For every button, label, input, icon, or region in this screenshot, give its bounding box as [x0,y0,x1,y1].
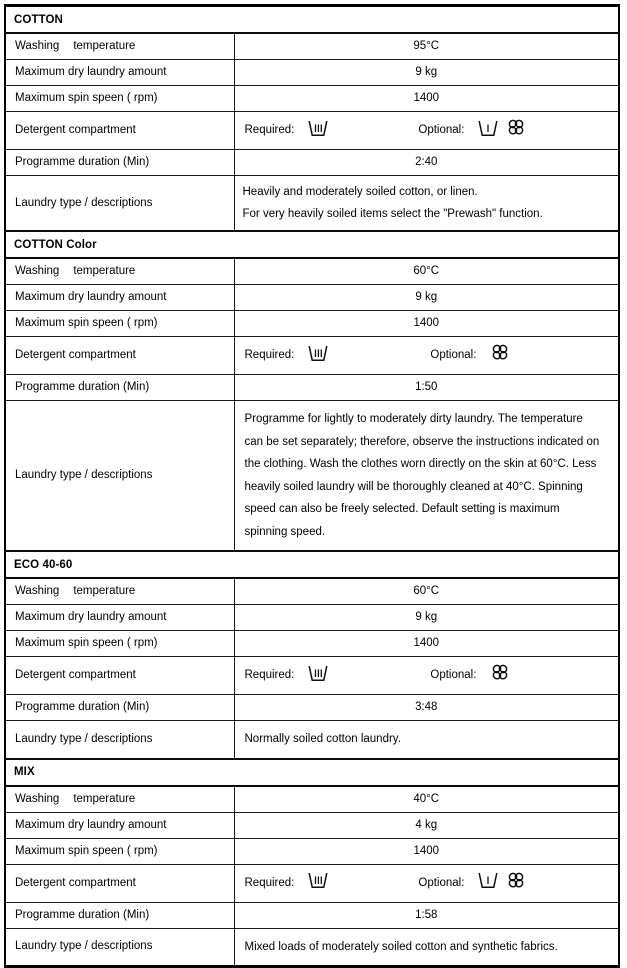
detergent-required-icons [306,344,330,368]
row-max-spin-speed-eco-40-60 [5,631,619,657]
row-laundry-type-cotton [5,176,619,232]
detergent-optional-label: Optional: [430,349,477,361]
label-max-dry-laundry: Maximum dry laundry amount [5,285,234,311]
description-paragraph: Mixed loads of moderately soiled cotton and synthetic fabrics. [244,940,558,953]
section-header-cell [5,6,619,34]
value-max-dry-laundry: 4 kg [234,812,619,838]
value-laundry-type [234,928,619,967]
section-header-cell [5,231,619,258]
fabric-softener-flower-icon [488,343,512,368]
detergent-compartment-II-icon [306,119,330,143]
label-washing-word: Washing [15,40,60,52]
label-max-spin-speed: Maximum spin speen ( rpm) [5,631,234,657]
detergent-icon-group [241,870,613,897]
label-washing-temperature [5,33,234,60]
value-max-dry-laundry: 9 kg [234,60,619,86]
row-programme-duration-cotton-color [5,375,619,401]
row-programme-duration-mix [5,902,619,928]
label-detergent-compartment: Detergent compartment [5,864,234,902]
detergent-icon-group [241,662,613,689]
section-title-mix: MIX [14,766,35,778]
label-max-dry-laundry: Maximum dry laundry amount [5,605,234,631]
section-header-row-cotton [5,6,619,34]
detergent-optional-icons [476,118,528,143]
row-max-dry-laundry-mix [5,812,619,838]
row-detergent-compartment-cotton-color [5,337,619,375]
detergent-compartment-I-icon [476,119,500,143]
detergent-compartment-II-icon [306,344,330,368]
label-programme-duration: Programme duration (Min) [5,695,234,721]
value-washing-temperature: 60°C [234,578,619,605]
fabric-softener-flower-icon [504,871,528,896]
description-line: For very heavily soiled items select the "Prewash" function. [242,208,543,220]
label-programme-duration: Programme duration (Min) [5,375,234,401]
value-detergent-compartment [234,864,619,902]
fabric-softener-flower-icon [504,118,528,143]
row-washing-temperature-cotton [5,33,619,60]
label-programme-duration: Programme duration (Min) [5,150,234,176]
value-programme-duration: 3:48 [234,695,619,721]
label-laundry-type: Laundry type / descriptions [5,176,234,232]
label-temperature-word: temperature [73,265,136,277]
value-washing-temperature: 40°C [234,786,619,813]
row-detergent-compartment-eco-40-60 [5,657,619,695]
row-max-spin-speed-cotton-color [5,311,619,337]
detergent-optional-icons [476,871,528,896]
value-detergent-compartment [234,337,619,375]
detergent-compartment-II-icon [306,664,330,688]
value-laundry-type [234,176,619,232]
detergent-required-label: Required: [244,876,295,889]
label-max-spin-speed: Maximum spin speen ( rpm) [5,838,234,864]
value-programme-duration: 1:50 [234,375,619,401]
detergent-compartment-II-icon [306,871,330,895]
value-washing-temperature: 60°C [234,258,619,285]
section-title-cotton-color: COTTON Color [14,238,97,251]
detergent-optional-label: Optional: [418,876,465,889]
detergent-optional-icons [488,343,512,368]
value-max-spin-speed: 1400 [234,631,619,657]
section-header-row-cotton-color [5,231,619,258]
label-washing-word: Washing [15,265,60,277]
section-header-cell [5,551,619,578]
detergent-required-icons [306,664,330,688]
detergent-required-icons [306,119,330,143]
detergent-optional-label: Optional: [430,669,477,681]
row-laundry-type-eco-40-60 [5,721,619,759]
value-washing-temperature: 95°C [234,33,619,60]
value-programme-duration: 2:40 [234,150,619,176]
detergent-icon-group [241,342,613,369]
detergent-icon-group [241,117,613,144]
value-detergent-compartment [234,112,619,150]
label-temperature-word: temperature [73,585,136,597]
label-laundry-type: Laundry type / descriptions [5,721,234,759]
label-detergent-compartment: Detergent compartment [5,112,234,150]
label-washing-temperature [5,258,234,285]
label-washing-word: Washing [15,585,60,597]
section-title-eco-40-60: ECO 40-60 [14,558,73,571]
value-max-spin-speed: 1400 [234,311,619,337]
row-max-spin-speed-mix [5,838,619,864]
row-laundry-type-mix [5,928,619,967]
detergent-optional-icons [488,663,512,688]
section-header-row-mix [5,759,619,786]
description-paragraph: Normally soiled cotton laundry. [244,733,401,745]
label-temperature-word: temperature [73,40,136,52]
row-max-dry-laundry-cotton [5,60,619,86]
row-detergent-compartment-mix [5,864,619,902]
row-max-dry-laundry-cotton-color [5,285,619,311]
fabric-softener-flower-icon [488,663,512,688]
label-max-spin-speed: Maximum spin speen ( rpm) [5,86,234,112]
detergent-required-label: Required: [244,124,295,136]
detergent-required-label: Required: [244,349,295,361]
row-programme-duration-eco-40-60 [5,695,619,721]
value-laundry-type [234,721,619,759]
row-washing-temperature-cotton-color [5,258,619,285]
label-max-dry-laundry: Maximum dry laundry amount [5,812,234,838]
value-programme-duration: 1:58 [234,902,619,928]
label-max-spin-speed: Maximum spin speen ( rpm) [5,311,234,337]
label-washing-word: Washing [15,792,60,805]
row-washing-temperature-eco-40-60 [5,578,619,605]
label-programme-duration: Programme duration (Min) [5,902,234,928]
row-programme-duration-cotton [5,150,619,176]
detergent-optional-label: Optional: [418,124,465,136]
value-laundry-type [234,401,619,552]
value-max-spin-speed: 1400 [234,86,619,112]
label-detergent-compartment: Detergent compartment [5,337,234,375]
row-washing-temperature-mix [5,786,619,813]
value-detergent-compartment [234,657,619,695]
description-paragraph: Programme for lightly to moderately dirty laundry. The temperature can be set separately; therefore, observe the instructions indicated on the clothing. Wash the clothes worn directly on the skin at 60°C. Less heavily soiled laundry will be thoroughly cleaned at 40°C. Spinning speed can also be freely selected. Default setting is maximum spinning speed. [244,413,600,538]
detergent-required-icons [306,871,330,895]
label-detergent-compartment: Detergent compartment [5,657,234,695]
section-header-cell [5,759,619,786]
label-max-dry-laundry: Maximum dry laundry amount [5,60,234,86]
row-max-dry-laundry-eco-40-60 [5,605,619,631]
value-max-dry-laundry: 9 kg [234,605,619,631]
row-detergent-compartment-cotton [5,112,619,150]
row-max-spin-speed-cotton [5,86,619,112]
section-title-cotton: COTTON [14,13,63,26]
value-max-spin-speed: 1400 [234,838,619,864]
label-laundry-type: Laundry type / descriptions [5,928,234,967]
description-line: Heavily and moderately soiled cotton, or linen. [242,186,478,198]
label-laundry-type: Laundry type / descriptions [5,401,234,552]
label-washing-temperature [5,786,234,813]
section-header-row-eco-40-60 [5,551,619,578]
value-max-dry-laundry: 9 kg [234,285,619,311]
row-laundry-type-cotton-color [5,401,619,552]
label-temperature-word: temperature [73,792,136,805]
detergent-required-label: Required: [244,669,295,681]
detergent-compartment-I-icon [476,871,500,895]
label-washing-temperature [5,578,234,605]
washing-programme-table [4,4,620,968]
